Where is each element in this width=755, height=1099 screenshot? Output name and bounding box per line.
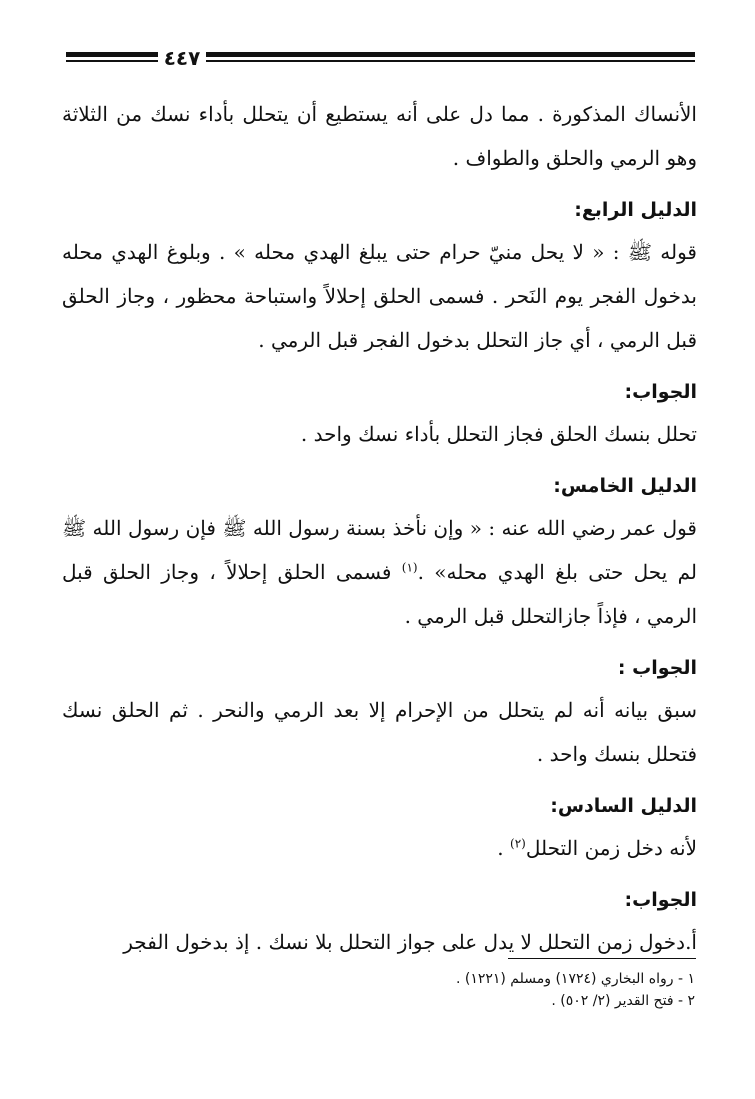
paragraph-fifth-part-2: فسمى الحلق إحلالاً ، وجاز الحلق قبل الرمي ، فإذاً جازالتحلل قبل الرمي . xyxy=(62,560,697,628)
paragraph-answer-1: تحلل بنسك الحلق فجاز التحلل بأداء نسك واحد . xyxy=(300,422,697,446)
paragraph-intro: الأنساك المذكورة . مما دل على أنه يستطيع أن يتحلل بأداء نسك من الثلاثة وهو الرمي والحلق والطواف . xyxy=(62,102,697,170)
paragraph-sixth-part-1: لأنه دخل زمن التحلل xyxy=(525,836,697,860)
page-header xyxy=(66,44,695,74)
heading-answer-2: الجواب : xyxy=(617,657,697,679)
paragraph-sixth-part-2: . xyxy=(497,836,511,860)
header-rule-right xyxy=(206,52,695,66)
footnote-ref-2[interactable]: (٢) xyxy=(510,836,526,851)
heading-fifth-evidence: الدليل الخامس: xyxy=(553,475,697,497)
heading-sixth-evidence: الدليل السادس: xyxy=(550,795,697,817)
paragraph-fourth-evidence: قوله ﷺ : « لا يحل منيّ حرام حتى يبلغ الهدي محله » . وبلوغ الهدي محله بدخول الفجر يوم النَحر . فسمى الحلق إحلالاً واستباحة محظور ، وجاز الحلق قبل الرمي ، أي جاز التحلل بدخول الفجر قبل الرمي . xyxy=(62,240,697,352)
heading-answer-3: الجواب: xyxy=(624,889,697,911)
footnote-ref-1[interactable]: (١) xyxy=(401,560,418,575)
footnotes xyxy=(62,968,695,1012)
paragraph-fifth-part-1: قول عمر رضي الله عنه : « وإن نأخذ بسنة رسول الله ﷺ فإن رسول الله ﷺ لم يحل حتى بلغ الهدي محله» . xyxy=(62,516,697,584)
footnote-1: ١ - رواه البخاري (١٧٢٤) ومسلم (١٢٢١) . xyxy=(455,971,695,987)
paragraph-fifth-evidence xyxy=(62,506,697,638)
paragraph-answer-2: سبق بيانه أنه لم يتحلل من الإحرام إلا بعد الرمي والنحر . ثم الحلق نسك فتحلل بنسك واحد . xyxy=(62,698,697,766)
page-number: ٤٤٧ xyxy=(163,46,201,70)
heading-answer-1: الجواب: xyxy=(624,381,697,403)
paragraph-sixth-evidence xyxy=(62,826,697,870)
page-body xyxy=(62,92,697,974)
paragraph-answer-3: أ.دخول زمن التحلل لا يدل على جواز التحلل بلا نسك . إذ بدخول الفجر xyxy=(123,930,697,954)
heading-fourth-evidence: الدليل الرابع: xyxy=(574,199,697,221)
footnote-divider xyxy=(508,958,696,959)
header-rule-left xyxy=(66,52,158,66)
footnote-2: ٢ - فتح القدير (٢/ ٥٠٢) . xyxy=(551,993,695,1009)
